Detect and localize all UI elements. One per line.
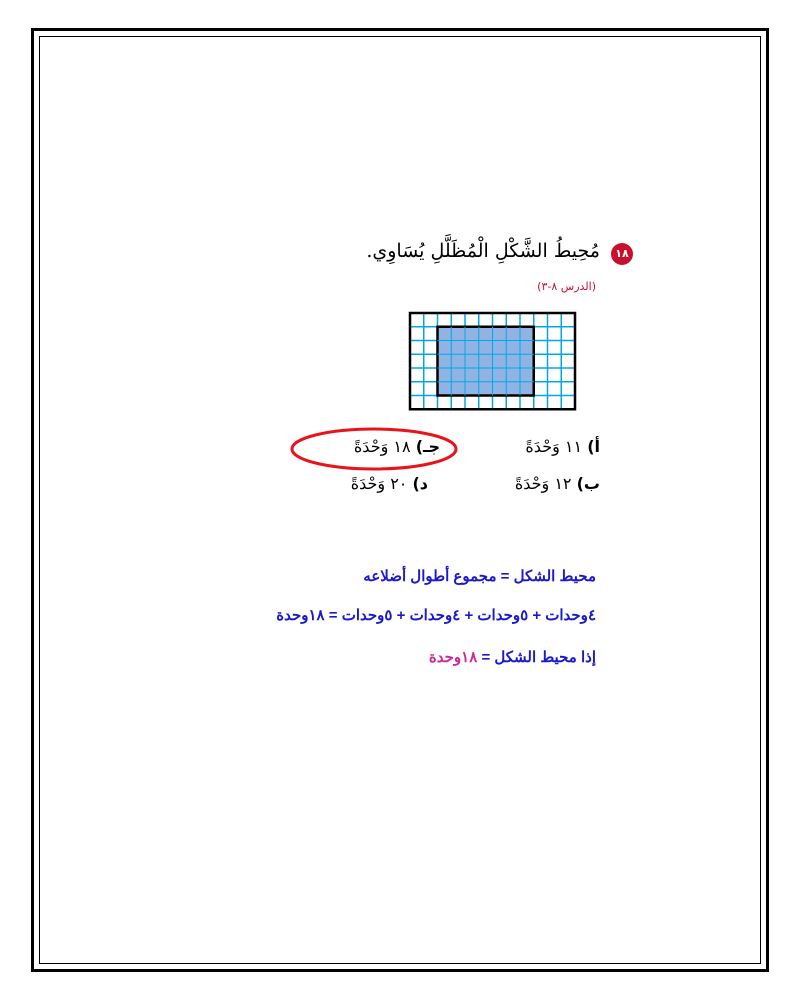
option-a[interactable] [478,437,600,456]
option-b-unit: وَحْدَةً [514,474,550,493]
shaded-rectangle [438,327,534,396]
lesson-reference: (الدرس ٨-٣) [537,280,596,293]
option-d-unit: وَحْدَةً [350,474,386,493]
option-c-unit: وَحْدَةً [353,437,389,456]
option-c-value: ١٨ [393,437,411,456]
solution-answer-value: ١٨وحدة [428,649,478,666]
solution-line-3-prefix: إذا محيط الشكل = [477,649,596,666]
option-b[interactable] [478,474,600,493]
option-b-letter: ب) [576,474,600,493]
option-a-letter: أ) [587,437,600,456]
solution-line-2: ٤وحدات + ٥وحدات + ٤وحدات + ٥وحدات = ١٨وحدة [276,607,596,624]
solution-line-1: محيط الشكل = مجموع أطوال أضلاعه [363,568,596,585]
question-number-badge: ١٨ [611,243,633,265]
option-d-letter: د) [412,474,428,493]
option-a-value: ١١ [564,437,583,456]
option-a-unit: وَحْدَةً [525,437,560,456]
option-d[interactable] [300,474,428,493]
solution-line-3 [370,648,596,666]
option-b-value: ١٢ [554,474,572,493]
option-c-letter: جـ) [415,437,440,456]
option-d-value: ٢٠ [390,474,408,493]
question-text: مُحِيطُ الشَّكْلِ الْمُظَلَّلِ يُسَاوِي. [366,240,600,262]
option-c[interactable] [300,437,440,456]
